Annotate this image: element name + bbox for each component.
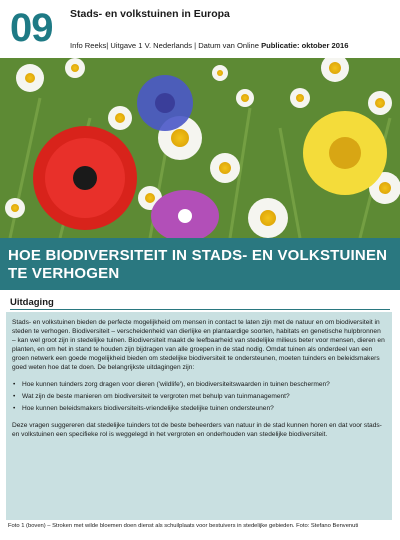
content-box xyxy=(6,312,392,520)
publication-date: Publicatie: oktober 2016 xyxy=(261,41,349,50)
list-item: • Hoe kunnen beleidsmakers biodiversiteits-vriendelijke stedelijke tuinen ondersteunen? xyxy=(12,404,386,413)
list-item: • Hoe kunnen tuinders zorg dragen voor dieren ('wildlife'), en biodiversiteitswaarden in tuinen beschermen? xyxy=(12,380,386,389)
title-banner xyxy=(0,238,400,290)
issue-number: 09 xyxy=(10,6,53,50)
red-poppy xyxy=(33,126,137,230)
page-title: HOE BIODIVERSITEIT IN STADS- EN VOLKSTUINEN TE VERHOGEN xyxy=(8,247,388,282)
challenges-list xyxy=(12,380,386,413)
section-heading: Uitdaging xyxy=(10,297,54,308)
list-item: • Wat zijn de beste manieren om biodiversiteit te vergroten met behulp van tuinmanagement? xyxy=(12,392,386,401)
photo-caption: Foto 1 (boven) – Stroken met wilde bloemen doen dienst als schuilplaats voor bestuivers in stedelijke gebieden. Foto: Stefano Benvenuti xyxy=(8,523,359,529)
page-header xyxy=(0,0,400,58)
yellow-flower xyxy=(303,111,387,195)
section-divider xyxy=(10,309,390,310)
content-text xyxy=(12,318,386,447)
blue-cornflower xyxy=(137,75,193,131)
closing-paragraph: Deze vragen suggereren dat stedelijke tuinders tot de beste beheerders van natuur in de stad kunnen horen en dat voor stads- en volkstuinen een specifieke rol is weggelegd in het vergroten en onderhouden van stedelijke biodiversiteit. xyxy=(12,422,382,438)
series-title: Stads- en volkstuinen in Europa xyxy=(70,8,230,20)
intro-paragraph: Stads- en volkstuinen bieden de perfecte mogelijkheid om mensen in contact te laten zijn met de natuur en om biodiversiteit in steden te verhogen. Biodiversiteit – verscheidenheid van dierlijke en plantaardige soorten, habitats en genetische hulpbronnen – kan wel groot zijn in stedelijke tuinen. Biodiversiteit maakt de leefbaarheid van stedelijke milieus beter voor mensen, dieren en planten, en om het in stand te houden zijn bijdragen van alle groepen in de stad nodig. Omdat tuinen als onderdeel van een groen netwerk een goede mogelijkheid bieden om stedelijke biodiversiteit te ondersteunen, moeten tuinders en beleidsmakers goed weten hoe dat te doen. De belangrijkste uitdagingen zijn: xyxy=(12,319,385,371)
meta-prefix: Info Reeks| Uitgave 1 V. Nederlands | Datum van Online xyxy=(70,41,262,50)
wildflower-photo xyxy=(0,58,400,238)
meta-line xyxy=(70,41,348,50)
wildflower-illustration xyxy=(0,58,400,238)
